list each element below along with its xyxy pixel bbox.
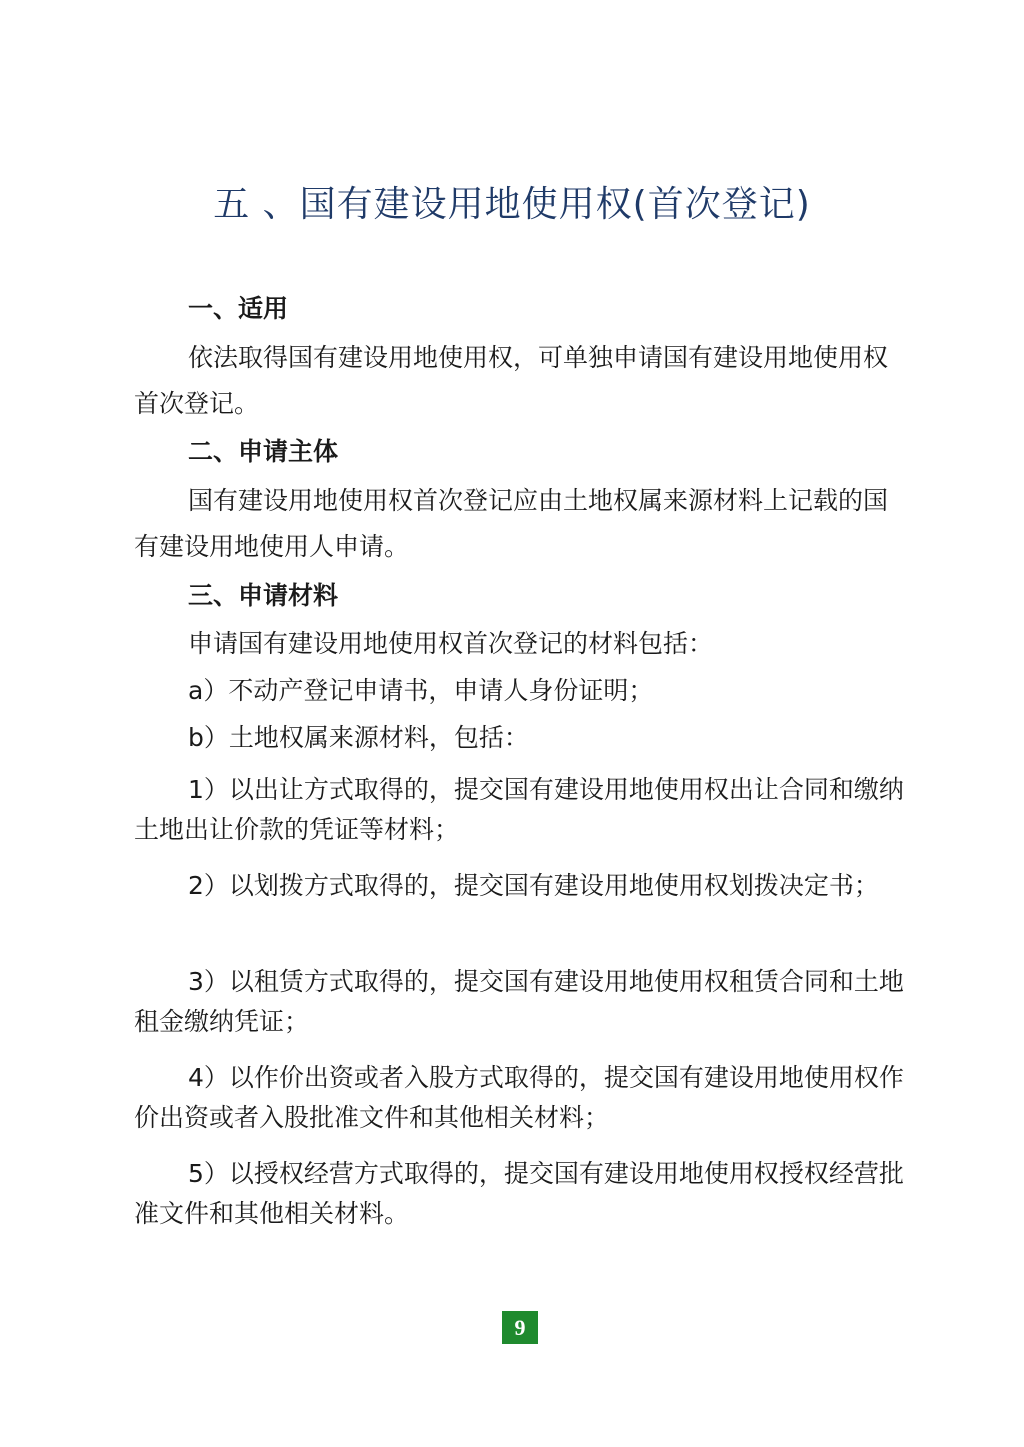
section-body-applicant: 国有建设用地使用权首次登记应由土地权属来源材料上记载的国有建设用地使用人申请。 — [134, 486, 889, 561]
materials-sub-item-3: 3）以租赁方式取得的，提交国有建设用地使用权租赁合同和土地租金缴纳凭证； — [134, 967, 904, 1036]
materials-intro: 申请国有建设用地使用权首次登记的材料包括： — [188, 629, 714, 658]
section-heading-applicability: 一、适用 — [188, 294, 289, 323]
materials-sub-item-5: 5）以授权经营方式取得的，提交国有建设用地使用权授权经营批准文件和其他相关材料。 — [134, 1159, 904, 1228]
page-number-badge: 9 — [502, 1311, 538, 1344]
materials-item-b: b）土地权属来源材料，包括： — [188, 723, 529, 752]
materials-sub-item-2: 2）以划拨方式取得的，提交国有建设用地使用权划拨决定书； — [188, 871, 879, 900]
section-heading-materials: 三、申请材料 — [188, 581, 339, 610]
materials-item-a: a）不动产登记申请书，申请人身份证明； — [188, 676, 654, 705]
materials-sub-item-1: 1）以出让方式取得的，提交国有建设用地使用权出让合同和缴纳土地出让价款的凭证等材料； — [134, 775, 904, 844]
section-heading-applicant: 二、申请主体 — [188, 437, 339, 466]
section-body-applicability: 依法取得国有建设用地使用权，可单独申请国有建设用地使用权首次登记。 — [134, 343, 889, 418]
materials-sub-item-4: 4）以作价出资或者入股方式取得的，提交国有建设用地使用权作价出资或者入股批准文件和其他相关材料； — [134, 1063, 904, 1132]
page-title: 五 、国有建设用地使用权(首次登记) — [213, 184, 811, 225]
